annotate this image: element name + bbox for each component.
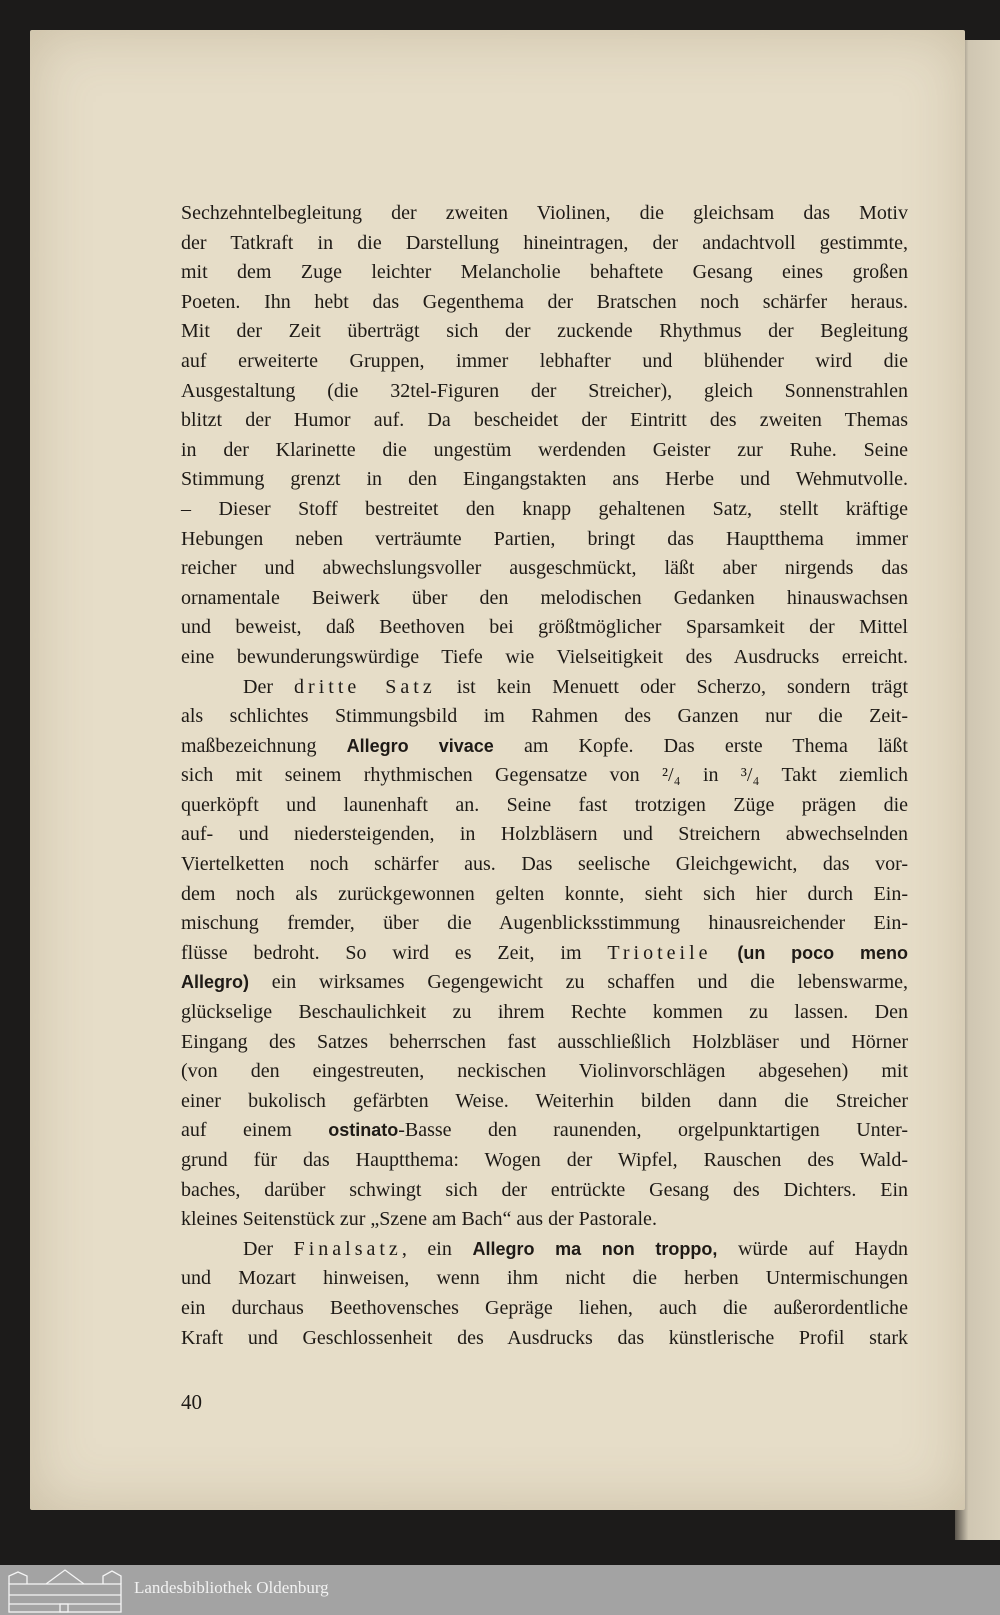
text-line [181,288,908,318]
text-line [181,673,908,703]
text-line [181,525,908,555]
text-segment: ein wirksames Gegengewicht zu schaffen und die lebenswarme, [249,971,908,994]
text-segment: grund für das Hauptthema: Wogen der Wipfel, Rauschen des Wald- [181,1149,908,1171]
text-segment: Eingang des Satzes beherrschen fast ausschließlich Holzbläser und Hörner [181,1030,908,1053]
text-segment: Kraft und Geschlossenheit des Ausdrucks das künstlerische Profil stark [181,1326,908,1349]
text-line [181,1028,908,1058]
text-segment: blitzt der Humor auf. Da bescheidet der Eintritt des zweiten Themas [181,409,908,432]
text-segment: Viertelketten noch schärfer aus. Das seelische Gleichgewicht, das vor- [181,853,908,876]
text-line [181,1057,908,1087]
text-segment: mischung fremder, über die Augenblicksstimmung hinausreichender Ein- [181,912,908,935]
text-line [181,850,908,880]
tempo-marking: Allegro vivace [346,735,494,756]
text-line [181,377,908,407]
footer-bar [0,1565,1000,1615]
text-segment: ist kein Menuett oder Scherzo, sondern trägt [435,675,909,698]
text-segment: in der Klarinette die ungestüm werdenden Geister zur Ruhe. Seine [181,438,908,461]
text-segment: Mit der Zeit überträgt sich der zuckende Rhythmus der Begleitung [181,320,908,343]
text-segment: auf einem [181,1119,329,1142]
text-segment: einer bukolisch gefärbten Weise. Weiterhin bilden dann die Streicher [181,1089,908,1112]
text-segment: glückselige Beschaulichkeit zu ihrem Rechte kommen zu lassen. Den [181,1001,908,1024]
text-line [181,199,908,229]
library-name: Landesbibliothek Oldenburg [134,1578,329,1597]
text-line [181,702,908,732]
tempo-marking: Allegro) [181,972,250,993]
text-segment: und Mozart hinweisen, wenn ihm nicht die herben Untermischungen [181,1267,908,1290]
library-building-logo [6,1568,124,1614]
text-line [181,554,908,584]
text-segment: auf erweiterte Gruppen, immer lebhafter und blühender wird die [181,349,908,372]
emphasized-term: Finalsatz [293,1237,402,1260]
text-line [181,1146,908,1176]
text-segment: Poeten. Ihn hebt das Gegenthema der Bratschen noch schärfer heraus. [181,290,908,313]
emphasized-term: dritte Satz [294,675,436,698]
text-line [181,1264,908,1294]
text-line [181,1176,908,1206]
text-segment: eine bewunderungswürdige Tiefe wie Vielseitigkeit des Ausdrucks erreicht. [181,645,908,668]
text-segment: ein durchaus Beethovensches Gepräge liehen, auch die außerordentliche [181,1296,908,1319]
text-line [181,436,908,466]
text-line [181,1116,908,1146]
text-line [181,1087,908,1117]
text-line [181,761,908,791]
text-line [181,465,908,495]
text-segment: Sechzehntelbegleitung der zweiten Violinen, die gleichsam das Motiv [181,202,908,224]
body-text [181,199,908,1353]
text-segment: reicher und abwechslungsvoller ausgeschmückt, läßt aber nirgends das [181,557,908,580]
text-segment: als schlichtes Stimmungsbild im Rahmen des Ganzen nur die Zeit- [181,705,908,728]
text-segment: baches, darüber schwingt sich der entrückte Gesang des Dichters. Ein [181,1178,908,1201]
text-segment: -Basse den raunenden, orgelpunktartigen Unter- [398,1119,908,1142]
text-segment [712,942,738,964]
text-line [181,880,908,910]
text-line [181,613,908,643]
text-segment: querköpft und launenhaft an. Seine fast trotzigen Züge prägen die [181,793,908,816]
page-number: 40 [181,1390,202,1414]
text-segment: , ein [401,1237,473,1260]
text-line [181,347,908,377]
text-line [181,820,908,850]
text-segment: Der [243,1237,294,1260]
text-line [181,1235,908,1265]
tempo-marking: ostinato [328,1120,399,1141]
text-line [181,1205,908,1235]
text-segment: auf- und niedersteigenden, in Holzbläsern und Streichern abwechselnden [181,823,908,846]
text-line [181,495,908,525]
text-segment: flüsse bedroht. So wird es Zeit, im [181,941,608,964]
text-segment: Hebungen neben verträumte Partien, bringt das Hauptthema immer [181,527,908,550]
text-line [181,406,908,436]
text-line [181,258,908,288]
text-line [181,317,908,347]
text-segment: Ausgestaltung (die 32tel-Figuren der Streicher), gleich Sonnenstrahlen [181,379,908,402]
text-line [181,939,908,969]
text-line [181,732,908,762]
text-segment: und beweist, daß Beethoven bei größtmöglicher Sparsamkeit der Mittel [181,616,908,639]
text-segment: ornamentale Beiwerk über den melodischen Gedanken hinauswachsen [181,586,908,609]
text-segment: Der [243,675,295,698]
tempo-marking: Allegro ma non troppo, [472,1238,718,1259]
text-segment: sich mit seinem rhythmischen Gegensatze von ²/₄ in ³/₄ Takt ziemlich [181,764,908,787]
text-segment: am Kopfe. Das erste Thema läßt [493,734,908,757]
text-line [181,791,908,821]
text-segment: dem noch als zurückgewonnen gelten konnte, sieht sich hier durch Ein- [181,882,908,905]
text-line [181,998,908,1028]
text-line [181,229,908,259]
emphasized-term: Trioteile [607,941,712,964]
text-segment: maßbezeichnung [181,734,347,757]
tempo-marking: (un poco meno [737,942,908,963]
text-line [181,643,908,673]
text-line [181,909,908,939]
text-segment: (von den eingestreuten, neckischen Violinvorschlägen abgesehen) mit [181,1060,908,1083]
text-line [181,1324,908,1354]
text-line [181,584,908,614]
text-segment: – Dieser Stoff bestreitet den knapp gehaltenen Satz, stellt kräftige [181,497,908,520]
text-line [181,1294,908,1324]
text-segment: würde auf Haydn [717,1237,909,1260]
text-segment: mit dem Zuge leichter Melancholie behaftete Gesang eines großen [181,261,908,284]
text-segment: kleines Seitenstück zur „Szene am Bach“ aus der Pastorale. [181,1208,657,1231]
text-line [181,968,908,998]
text-segment: Stimmung grenzt in den Eingangstakten ans Herbe und Wehmutvolle. [181,468,908,491]
text-segment: der Tatkraft in die Darstellung hineintragen, der andachtvoll gestimmte, [181,231,908,254]
